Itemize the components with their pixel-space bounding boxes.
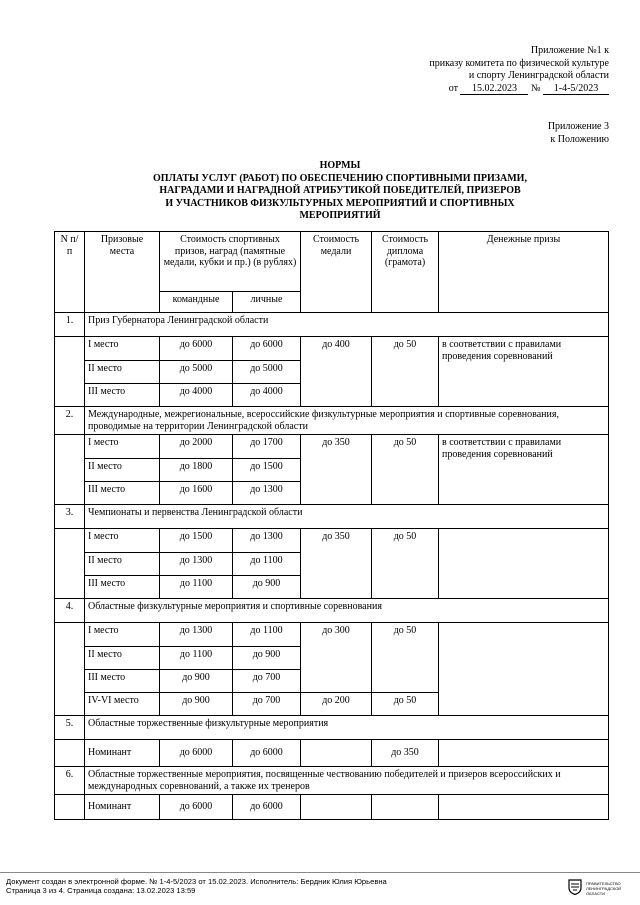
medal-cost-cell <box>301 795 372 820</box>
diploma-cost-cell: до 50 <box>372 623 439 693</box>
section-title: Чемпионаты и первенства Ленинградской области <box>85 505 609 529</box>
team-cost-cell: до 900 <box>160 693 233 716</box>
section-row <box>55 313 609 337</box>
logo-text: ПРАВИТЕЛЬСТВО ЛЕНИНГРАДСКОЙ ОБЛАСТИ <box>586 881 622 896</box>
medal-cost-cell: до 200 <box>301 693 372 716</box>
money-prize-cell <box>439 740 609 767</box>
team-cost-cell: до 1800 <box>160 459 233 482</box>
empty-cell <box>55 795 85 820</box>
diploma-cost-cell: до 50 <box>372 337 439 407</box>
header-line-1: Приложение №1 к <box>530 45 609 56</box>
header-line-3: и спорту Ленинградской области <box>468 70 609 81</box>
section-row <box>55 767 609 795</box>
place-cell: III место <box>85 576 160 599</box>
section-title: Приз Губернатора Ленинградской области <box>85 313 609 337</box>
diploma-cost-cell: до 350 <box>372 740 439 767</box>
header-date-line <box>429 83 609 96</box>
team-cost-cell: до 1500 <box>160 529 233 553</box>
title-line-4: И УЧАСТНИКОВ ФИЗКУЛЬТУРНЫХ МЕРОПРИЯТИЙ И СПОРТИВНЫХ <box>165 197 515 209</box>
medal-cost-cell: до 350 <box>301 435 372 505</box>
personal-cost-cell: до 1100 <box>233 623 301 647</box>
empty-cell <box>55 337 85 407</box>
personal-cost-cell: до 5000 <box>233 361 301 384</box>
header-places: Призовые места <box>85 232 160 313</box>
header-personal: личные <box>233 292 301 313</box>
title-line-2: ОПЛАТЫ УСЛУГ (РАБОТ) ПО ОБЕСПЕЧЕНИЮ СПОРТИВНЫМИ ПРИЗАМИ, <box>153 172 527 184</box>
diploma-cost-cell <box>372 795 439 820</box>
personal-cost-cell: до 4000 <box>233 384 301 407</box>
money-prize-cell: в соответствии с правилами проведения соревнований <box>439 435 609 505</box>
team-cost-cell: до 5000 <box>160 361 233 384</box>
team-cost-cell: до 6000 <box>160 795 233 820</box>
place-cell: I место <box>85 435 160 459</box>
medal-cost-cell: до 350 <box>301 529 372 599</box>
place-cell: II место <box>85 553 160 576</box>
government-logo <box>568 877 632 901</box>
section-num: 5. <box>55 716 85 740</box>
from-label: от <box>448 82 458 94</box>
table-row <box>55 435 609 459</box>
title-line-5: МЕРОПРИЯТИЙ <box>299 210 381 221</box>
table-row <box>55 337 609 361</box>
team-cost-cell: до 4000 <box>160 384 233 407</box>
footer-line-2: Страница 3 из 4. Страница создана: 13.02.2023 13:59 <box>6 886 196 895</box>
money-prize-cell <box>439 623 609 716</box>
order-reference <box>429 45 609 95</box>
table-row <box>55 795 609 820</box>
place-cell: II место <box>85 361 160 384</box>
section-num: 1. <box>55 313 85 337</box>
table-header-row <box>55 232 609 292</box>
section-row <box>55 505 609 529</box>
team-cost-cell: до 900 <box>160 670 233 693</box>
order-number: 1-4-5/2023 <box>543 83 609 95</box>
header-money-prizes: Денежные призы <box>439 232 609 313</box>
personal-cost-cell: до 700 <box>233 693 301 716</box>
team-cost-cell: до 2000 <box>160 435 233 459</box>
section-title: Областные торжественные физкультурные мероприятия <box>85 716 609 740</box>
place-cell: II место <box>85 647 160 670</box>
place-cell: III место <box>85 482 160 505</box>
personal-cost-cell: до 1700 <box>233 435 301 459</box>
header-line-2: приказу комитета по физической культуре <box>429 57 609 69</box>
section-title: Международные, межрегиональные, всероссийские физкультурные мероприятия и спортивные соревнования, проводимые на территории Ленинградской области <box>85 407 609 435</box>
team-cost-cell: до 6000 <box>160 740 233 767</box>
order-date: 15.02.2023 <box>460 83 528 95</box>
footer <box>6 877 387 895</box>
table-row <box>55 740 609 767</box>
coat-of-arms-icon <box>568 879 582 895</box>
table-row <box>55 623 609 647</box>
annex-reference <box>548 121 609 146</box>
document-title <box>120 160 560 223</box>
personal-cost-cell: до 900 <box>233 647 301 670</box>
section-row <box>55 407 609 435</box>
place-cell: Номинант <box>85 740 160 767</box>
personal-cost-cell: до 900 <box>233 576 301 599</box>
empty-cell <box>55 740 85 767</box>
footer-divider <box>0 872 640 873</box>
place-cell: I место <box>85 623 160 647</box>
section-row <box>55 716 609 740</box>
empty-cell <box>55 529 85 599</box>
empty-cell <box>55 435 85 505</box>
section-num: 3. <box>55 505 85 529</box>
section-num: 2. <box>55 407 85 435</box>
place-cell: II место <box>85 459 160 482</box>
header-team: командные <box>160 292 233 313</box>
personal-cost-cell: до 6000 <box>233 795 301 820</box>
header-medal-cost: Стоимость медали <box>301 232 372 313</box>
money-prize-cell <box>439 529 609 599</box>
money-prize-cell <box>439 795 609 820</box>
money-prize-cell: в соответствии с правилами проведения соревнований <box>439 337 609 407</box>
place-cell: III место <box>85 384 160 407</box>
team-cost-cell: до 1300 <box>160 553 233 576</box>
team-cost-cell: до 1100 <box>160 647 233 670</box>
medal-cost-cell <box>301 740 372 767</box>
place-cell: IV-VI место <box>85 693 160 716</box>
section-row <box>55 599 609 623</box>
diploma-cost-cell: до 50 <box>372 693 439 716</box>
place-cell: Номинант <box>85 795 160 820</box>
annex-line-2: к Положению <box>550 133 609 145</box>
diploma-cost-cell: до 50 <box>372 435 439 505</box>
section-num: 4. <box>55 599 85 623</box>
team-cost-cell: до 1600 <box>160 482 233 505</box>
header-diploma-cost: Стоимость диплома (грамота) <box>372 232 439 313</box>
header-prize-cost: Стоимость спортивных призов, наград (памятные медали, кубки и пр.) (в рублях) <box>160 232 301 292</box>
team-cost-cell: до 6000 <box>160 337 233 361</box>
team-cost-cell: до 1100 <box>160 576 233 599</box>
diploma-cost-cell: до 50 <box>372 529 439 599</box>
personal-cost-cell: до 700 <box>233 670 301 693</box>
medal-cost-cell: до 400 <box>301 337 372 407</box>
team-cost-cell: до 1300 <box>160 623 233 647</box>
personal-cost-cell: до 6000 <box>233 337 301 361</box>
number-label: № <box>530 82 541 94</box>
personal-cost-cell: до 6000 <box>233 740 301 767</box>
empty-cell <box>55 623 85 716</box>
title-line-3: НАГРАДАМИ И НАГРАДНОЙ АТРИБУТИКОЙ ПОБЕДИТЕЛЕЙ, ПРИЗЕРОВ <box>159 185 521 196</box>
medal-cost-cell: до 300 <box>301 623 372 693</box>
footer-line-1: Документ создан в электронной форме. № 1-4-5/2023 от 15.02.2023. Исполнитель: Бердник Юлия Юрьевна <box>6 877 387 886</box>
personal-cost-cell: до 1300 <box>233 529 301 553</box>
place-cell: I место <box>85 529 160 553</box>
personal-cost-cell: до 1500 <box>233 459 301 482</box>
annex-line-1: Приложение 3 <box>547 121 609 132</box>
place-cell: I место <box>85 337 160 361</box>
personal-cost-cell: до 1100 <box>233 553 301 576</box>
place-cell: III место <box>85 670 160 693</box>
section-title: Областные физкультурные мероприятия и спортивные соревнования <box>85 599 609 623</box>
table-row <box>55 529 609 553</box>
title-line-1: НОРМЫ <box>319 160 361 171</box>
personal-cost-cell: до 1300 <box>233 482 301 505</box>
section-num: 6. <box>55 767 85 795</box>
norms-table <box>54 231 609 820</box>
section-title: Областные торжественные мероприятия, посвященные чествованию победителей и призеров всероссийских и международных соревнований, а также их тренеров <box>85 767 609 795</box>
header-num: N п/п <box>55 232 85 313</box>
